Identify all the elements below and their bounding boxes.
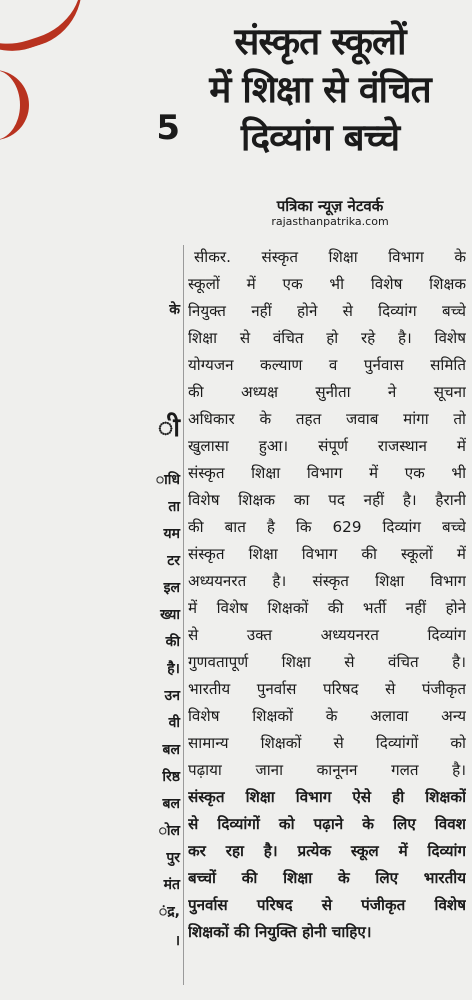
article-line: स्कूलों में एक भी विशेष शिक्षक <box>188 275 466 293</box>
adjacent-column-fragment: बल <box>162 796 180 812</box>
adjacent-column-fragment: ंद्र, <box>158 904 180 920</box>
article-line: विशेष शिक्षक का पद नहीं है। हैरानी <box>188 491 466 509</box>
adjacent-column-fragment: ख्या <box>160 607 180 623</box>
article-line: पुनर्वास परिषद से पंजीकृत विशेष <box>188 896 466 914</box>
article-line: अधिकार के तहत जवाब मांगा तो <box>188 410 466 428</box>
headline-line: संस्कृत स्कूलों <box>234 20 406 63</box>
adjacent-column-fragment: 5 <box>156 108 180 148</box>
article-line: से दिव्यांगों को पढ़ाने के लिए विवश <box>188 815 466 833</box>
article-line: सीकर. संस्कृत शिक्षा विभाग के <box>194 248 466 266</box>
byline-agency: पत्रिका न्यूज़ नेटवर्क <box>276 197 384 215</box>
adjacent-column-fragment: ता <box>168 499 180 515</box>
article-line: की अध्यक्ष सुनीता ने सूचना <box>188 383 466 401</box>
article-line: पढ़ाया जाना कानूनन गलत है। <box>188 761 466 779</box>
red-ink-mark <box>0 0 97 66</box>
article-body <box>188 244 466 946</box>
article-line: में विशेष शिक्षकों की भर्ती नहीं होने <box>188 599 466 617</box>
adjacent-column-fragment: उन <box>164 688 180 704</box>
article-line: भारतीय पुनर्वास परिषद से पंजीकृत <box>188 680 466 698</box>
article-line: शिक्षकों की नियुक्ति होनी चाहिए। <box>188 923 372 941</box>
column-divider <box>183 245 184 985</box>
adjacent-column-fragment: है। <box>167 661 180 677</box>
adjacent-column-fragment: ी <box>157 413 180 443</box>
article-line: खुलासा हुआ। संपूर्ण राजस्थान में <box>188 437 466 455</box>
byline-site: rajasthanpatrika.com <box>271 215 389 228</box>
article-line: गुणवतापूर्ण शिक्षा से वंचित है। <box>188 653 466 671</box>
adjacent-column-fragment: ोल <box>158 823 180 839</box>
adjacent-column-fragment: मंत <box>163 877 180 893</box>
headline-line: में शिक्षा से वंचित <box>209 68 431 111</box>
headline-line: दिव्यांग बच्चे <box>240 116 400 159</box>
adjacent-column-fragment: की <box>165 634 180 650</box>
article-line: की बात है कि 629 दिव्यांग बच्चे <box>188 518 466 536</box>
adjacent-column-fragment: पुर <box>166 850 180 866</box>
article-line: नियुक्त नहीं होने से दिव्यांग बच्चे <box>188 302 466 320</box>
article-line: संस्कृत शिक्षा विभाग ऐसे ही शिक्षकों <box>188 788 466 806</box>
article-line: से उक्त अध्ययनरत दिव्यांग <box>188 626 466 644</box>
article-line: सामान्य शिक्षकों से दिव्यांगों को <box>188 734 466 752</box>
adjacent-column-fragment: यम <box>163 526 180 542</box>
adjacent-column-fragments <box>140 0 180 1000</box>
article-line: संस्कृत शिक्षा विभाग में एक भी <box>188 464 466 482</box>
adjacent-column-fragment: इल <box>163 580 180 596</box>
adjacent-column-fragment: टर <box>167 553 180 569</box>
byline <box>230 197 430 229</box>
adjacent-column-fragment: वी <box>168 715 180 731</box>
article-line: अध्ययनरत है। संस्कृत शिक्षा विभाग <box>188 572 466 590</box>
headline <box>175 18 465 162</box>
article-line: विशेष शिक्षकों के अलावा अन्य <box>188 707 466 725</box>
adjacent-column-fragment: के <box>169 302 180 318</box>
adjacent-column-fragment: रिष्ठ <box>162 769 180 785</box>
article-line: कर रहा है। प्रत्येक स्कूल में दिव्यांग <box>188 842 466 860</box>
red-ink-mark-lower <box>0 70 29 140</box>
article-line: बच्चों की शिक्षा के लिए भारतीय <box>188 869 466 887</box>
article-line: संस्कृत शिक्षा विभाग की स्कूलों में <box>188 545 466 563</box>
article-line: योग्यजन कल्याण व पुर्नवास समिति <box>188 356 466 374</box>
adjacent-column-fragment: ाधि <box>155 472 180 488</box>
adjacent-column-fragment: । <box>174 933 180 949</box>
article-line: शिक्षा से वंचित हो रहे है। विशेष <box>188 329 466 347</box>
adjacent-column-fragment: बल <box>162 742 180 758</box>
